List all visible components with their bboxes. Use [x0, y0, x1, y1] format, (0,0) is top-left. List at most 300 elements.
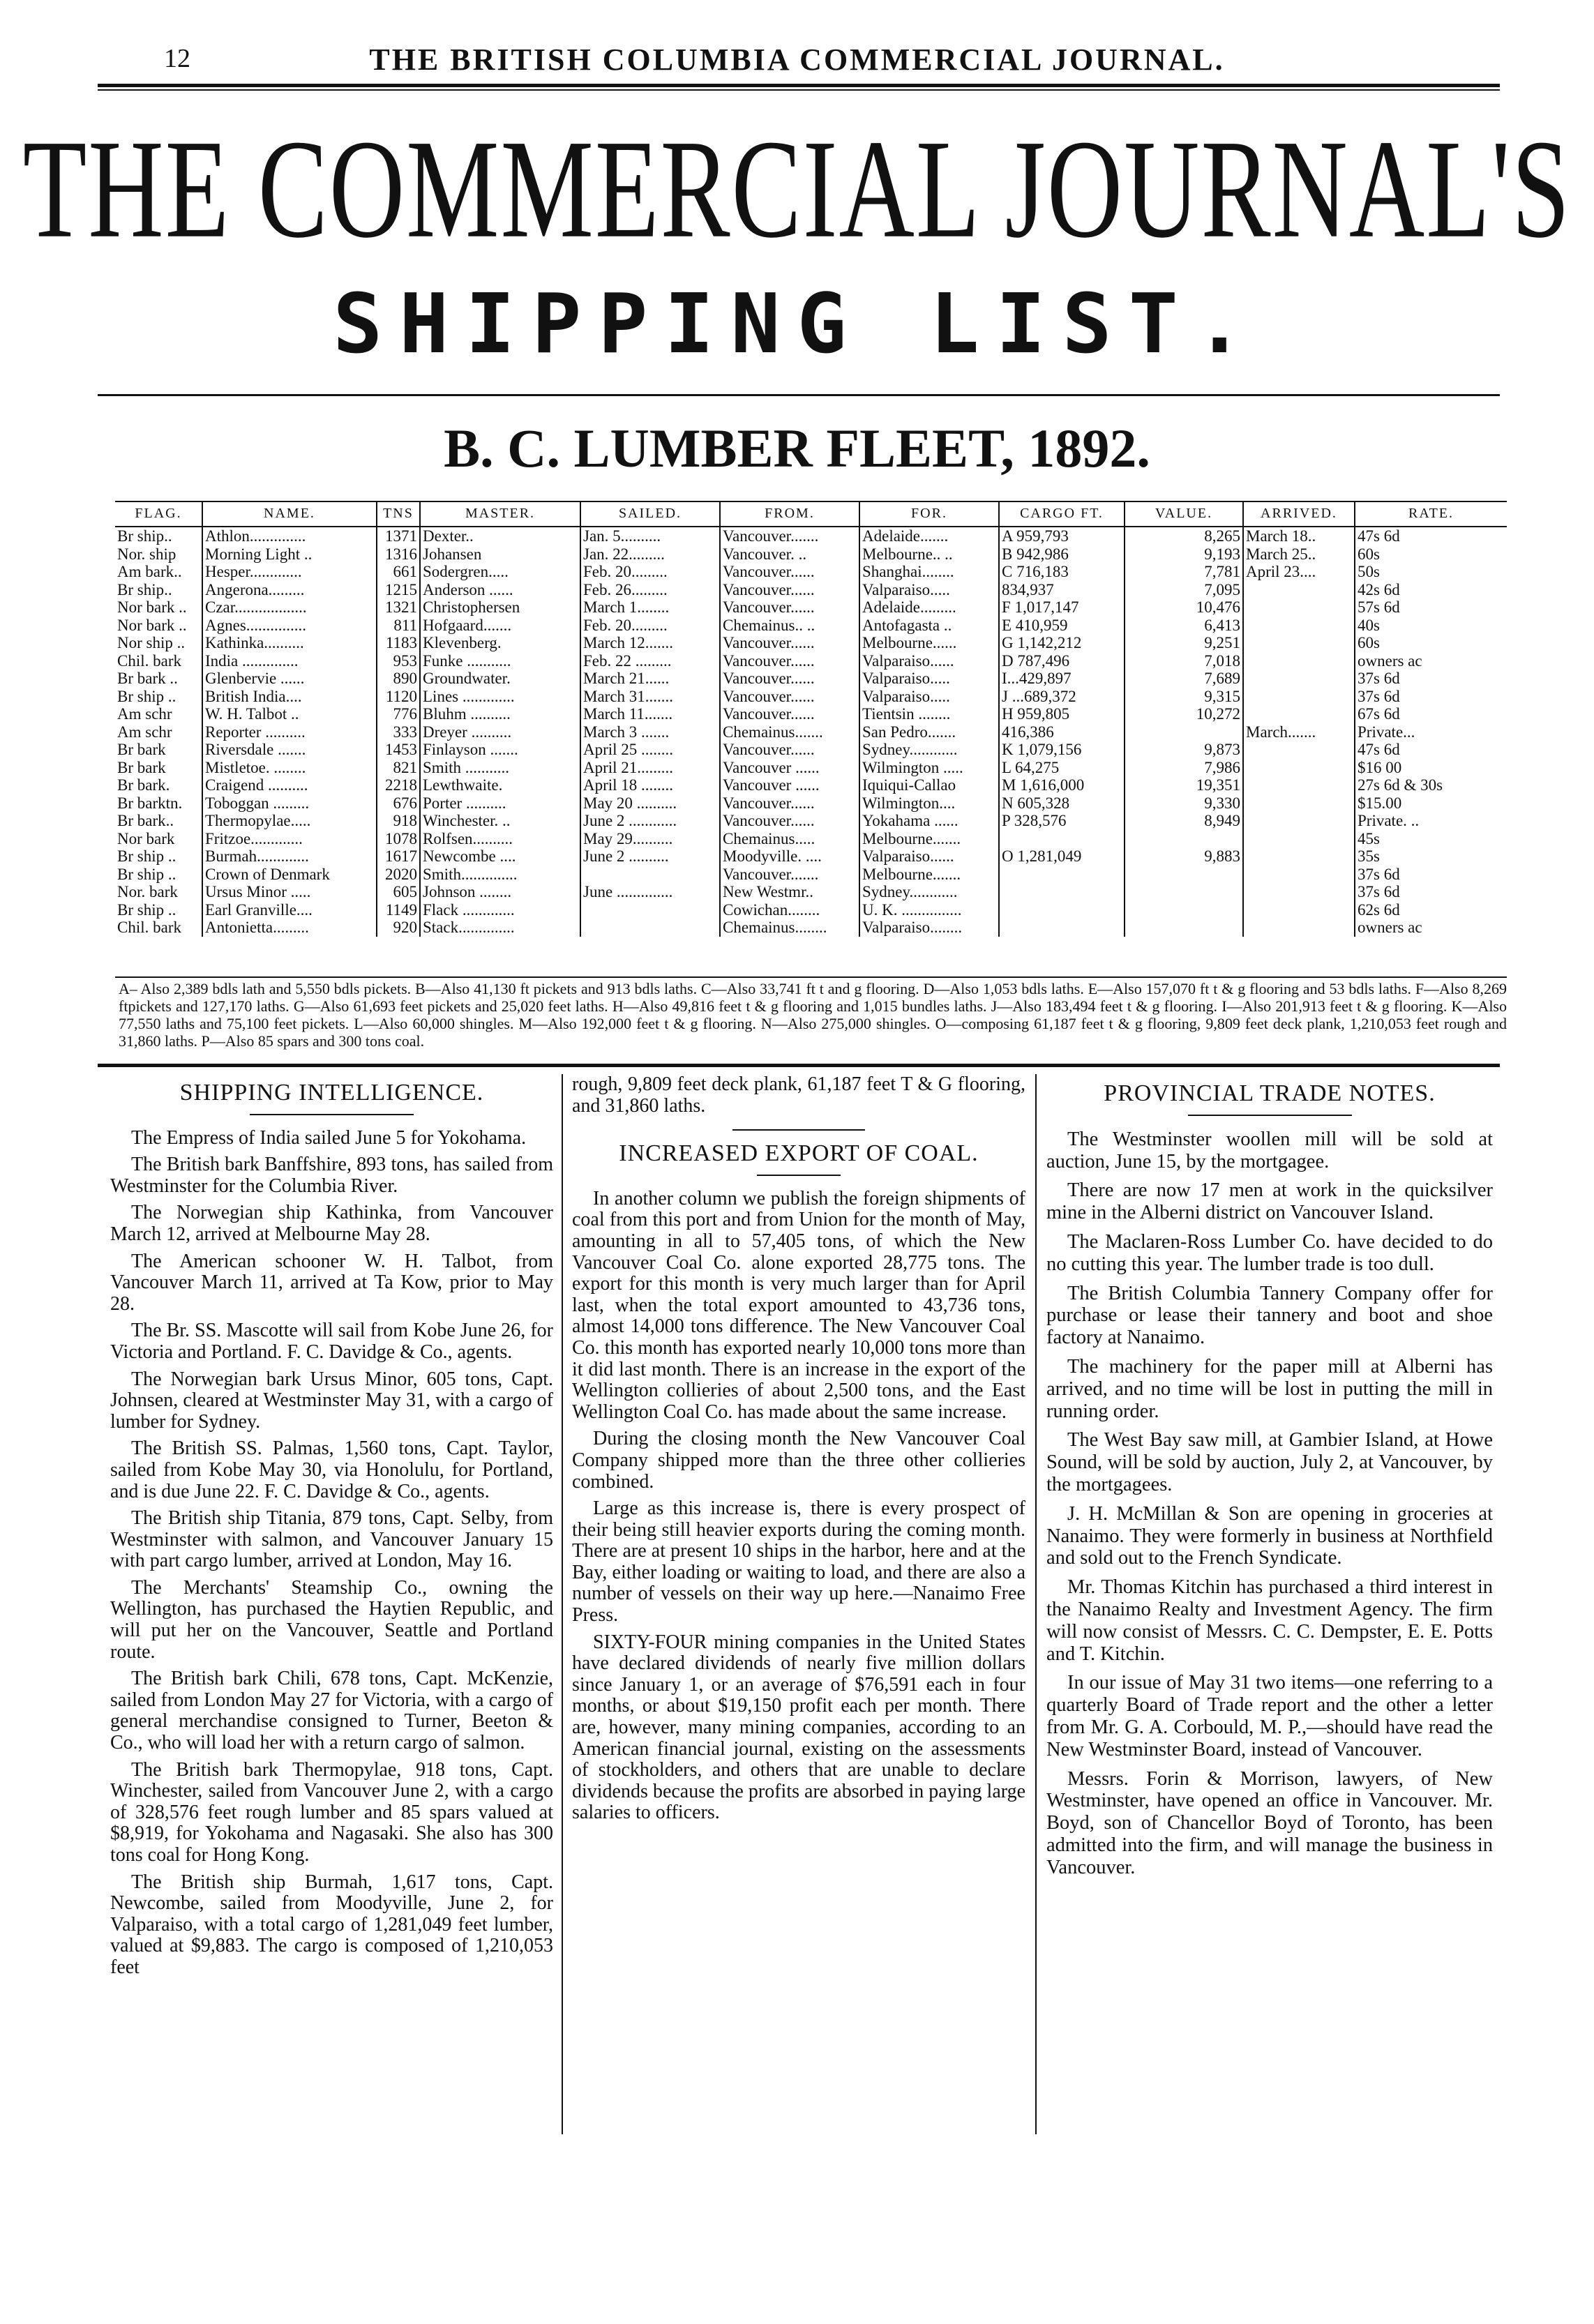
- table-cell: Craigend ..........: [202, 776, 377, 794]
- table-cell: Vancouver.......: [720, 866, 859, 884]
- continued-text: rough, 9,809 feet deck plank, 61,187 feet T & G flooring, and 31,860 laths.: [572, 1073, 1025, 1117]
- paragraph: Large as this increase is, there is every prospect of their being still heavier exports during the coming month. There are at present 10 ships in the harbor, here and at the Bay, either loading or waiting to load, and there are also a number of vessels on their way up here.—Nanaimo Free Press.: [572, 1497, 1025, 1627]
- table-cell: Nor bark ..: [117, 598, 187, 616]
- table-cell: Crown of Denmark: [202, 866, 377, 884]
- table-row: [115, 741, 1507, 759]
- header-rule: [98, 84, 1500, 87]
- table-cell: Br ship ..: [117, 847, 176, 865]
- table-cell: Bluhm ..........: [420, 705, 580, 723]
- table-row: [115, 598, 1507, 617]
- table-cell: Vancouver......: [720, 598, 859, 617]
- paragraph: The British SS. Palmas, 1,560 tons, Capt. Taylor, sailed from Kobe May 30, via Honolulu, for Portland, and is due June 22. F. C. Davidge & Co., agents.: [110, 1438, 553, 1502]
- table-cell: April 25 ........: [580, 741, 720, 759]
- table-cell: 776: [377, 705, 420, 723]
- table-cell: 2020: [377, 866, 420, 884]
- column-divider: [1035, 1074, 1037, 2134]
- table-cell: 1215: [377, 581, 420, 599]
- table-cell: K 1,079,156: [999, 741, 1125, 759]
- table-cell: [1243, 598, 1355, 617]
- table-row: [115, 812, 1507, 830]
- table-cell: Nor bark ..: [117, 616, 187, 634]
- table-cell: Smith..............: [420, 866, 580, 884]
- table-cell: Br bark: [117, 741, 166, 758]
- table-cell: Melbourne.......: [859, 830, 999, 848]
- table-cell: 19,351: [1125, 776, 1243, 794]
- table-cell: $16 00: [1355, 759, 1507, 777]
- column-header: FROM.: [720, 501, 859, 527]
- paragraph: The Norwegian bark Ursus Minor, 605 tons, Capt. Johnsen, cleared at Westminster May 31, with a cargo of lumber for Sydney.: [110, 1368, 553, 1433]
- table-cell: May 29..........: [580, 830, 720, 848]
- table-cell: [1243, 652, 1355, 670]
- table-cell: [1243, 634, 1355, 652]
- table-cell: Nor bark: [117, 829, 175, 847]
- paragraph: The West Bay saw mill, at Gambier Island, at Howe Sound, will be sold by auction, July 2, at Vancouver, by the mortgagees.: [1046, 1429, 1493, 1495]
- table-cell: New Westmr..: [720, 883, 859, 901]
- running-head: THE BRITISH COLUMBIA COMMERCIAL JOURNAL.: [369, 43, 1225, 77]
- table-cell: F 1,017,147: [999, 598, 1125, 617]
- table-cell: Valparaiso.....: [859, 581, 999, 599]
- table-cell: [1243, 794, 1355, 813]
- table-cell: [1243, 741, 1355, 759]
- table-row: [115, 759, 1507, 777]
- paragraph: The British Columbia Tannery Company offer for purchase or lease their tannery and boot and shoe factory at Nanaimo.: [1046, 1282, 1493, 1349]
- table-cell: Valparaiso.....: [859, 670, 999, 688]
- table-cell: [580, 901, 720, 919]
- table-row: [115, 776, 1507, 794]
- table-cell: 1183: [377, 634, 420, 652]
- column-header: SAILED.: [580, 501, 720, 527]
- table-cell: 45s: [1355, 830, 1507, 848]
- table-cell: Feb. 20.........: [580, 563, 720, 581]
- table-cell: 1453: [377, 741, 420, 759]
- table-cell: Tientsin ........: [859, 705, 999, 723]
- table-cell: Valparaiso......: [859, 847, 999, 866]
- table-cell: San Pedro.......: [859, 723, 999, 741]
- table-cell: Lewthwaite.: [420, 776, 580, 794]
- paragraph: In another column we publish the foreign shipments of coal from this port and from Union for the month of May, amounting in all to 57,405 tons, of which the New Vancouver Coal Co. alone exported 28,775 tons. The export for this month is very much larger than for April last, when the total export amounted to 43,736 tons, almost 14,000 tons difference. The New Vancouver Coal Co. this month has exported nearly 10,000 tons more than it did last month. There is an increase in the export of the Wellington collieries of about 2,500 tons, and the East Wellington Coal Co. has made about the same increase.: [572, 1187, 1025, 1423]
- table-cell: Chemainus.......: [720, 723, 859, 741]
- table-cell: 416,386: [999, 723, 1125, 741]
- column-header: TNS: [377, 501, 420, 527]
- lumber-fleet-table: [115, 501, 1507, 937]
- column-header: FLAG.: [115, 501, 202, 527]
- table-cell: 953: [377, 652, 420, 670]
- table-cell: March.......: [1243, 723, 1355, 741]
- table-cell: [1243, 866, 1355, 884]
- table-cell: Vancouver......: [720, 812, 859, 830]
- heading-rule: [757, 1175, 841, 1176]
- table-cell: Am bark..: [117, 563, 182, 580]
- table-cell: 60s: [1355, 634, 1507, 652]
- column-body: [110, 1128, 553, 1979]
- table-cell: Johnson ........: [420, 883, 580, 901]
- table-cell: Nor. bark: [117, 883, 178, 900]
- table-cell: Br ship..: [117, 580, 172, 598]
- table-cell: M 1,616,000: [999, 776, 1125, 794]
- shipping-list-subtitle: SHIPPING LIST.: [333, 276, 1261, 372]
- paragraph: During the closing month the New Vancouver Coal Company shipped more than the three other collieries combined.: [572, 1428, 1025, 1493]
- table-cell: Jan. 5..........: [580, 527, 720, 545]
- table-cell: Groundwater.: [420, 670, 580, 688]
- paragraph: Mr. Thomas Kitchin has purchased a third interest in the Nanaimo Realty and Investment Agency. The firm will now consist of Messrs. C. C. Dempster, E. E. Potts and T. Kitchin.: [1046, 1576, 1493, 1665]
- table-cell: [1125, 830, 1243, 848]
- table-cell: owners ac: [1355, 919, 1507, 937]
- table-cell: owners ac: [1355, 652, 1507, 670]
- table-cell: Valparaiso......: [859, 652, 999, 670]
- column-header: CARGO FT.: [999, 501, 1125, 527]
- table-cell: 821: [377, 759, 420, 777]
- table-cell: [1243, 617, 1355, 635]
- table-cell: Br ship..: [117, 527, 172, 545]
- table-cell: 57s 6d: [1355, 598, 1507, 617]
- table-cell: G 1,142,212: [999, 634, 1125, 652]
- paragraph: J. H. McMillan & Son are opening in groceries at Nanaimo. They were formerly in business at Northfield and sold out to the French Syndicate.: [1046, 1502, 1493, 1569]
- table-cell: Anderson ......: [420, 581, 580, 599]
- paragraph: In our issue of May 31 two items—one referring to a quarterly Board of Trade report and the other a letter from Mr. G. A. Corbould, M. P.,—should have read the New Westminster Board, instead of Vancouver.: [1046, 1672, 1493, 1760]
- column-header: MASTER.: [420, 501, 580, 527]
- table-cell: Am schr: [117, 705, 172, 723]
- table-cell: Chemainus.....: [720, 830, 859, 848]
- table-cell: Smith ...........: [420, 759, 580, 777]
- table-cell: 661: [377, 563, 420, 581]
- table-cell: Yokahama ......: [859, 812, 999, 830]
- column-body: [1046, 1129, 1493, 1879]
- paragraph: The machinery for the paper mill at Alberni has arrived, and no time will be lost in putting the mill in running order.: [1046, 1355, 1493, 1422]
- paragraph: The British bark Chili, 678 tons, Capt. McKenzie, sailed from London May 27 for Victoria, with a cargo of general merchandise consigned to Turner, Beeton & Co., who will load her with a return cargo of salmon.: [110, 1668, 553, 1754]
- table-cell: 890: [377, 670, 420, 688]
- table-cell: 9,193: [1125, 545, 1243, 564]
- paragraph: The Br. SS. Mascotte will sail from Kobe June 26, for Victoria and Portland. F. C. Davidge & Co., agents.: [110, 1320, 553, 1363]
- table-row: [115, 617, 1507, 635]
- table-cell: March 25..: [1243, 545, 1355, 564]
- table-cell: Melbourne......: [859, 634, 999, 652]
- table-cell: B 942,986: [999, 545, 1125, 564]
- table-cell: [1243, 883, 1355, 901]
- section-rule-bottom: [98, 1064, 1500, 1067]
- table-cell: Vancouver.......: [720, 527, 859, 545]
- section-rule: [98, 394, 1500, 396]
- table-cell: [1243, 688, 1355, 706]
- table-cell: Private. ..: [1355, 812, 1507, 830]
- table-cell: June 2 ............: [580, 812, 720, 830]
- table-cell: [580, 866, 720, 884]
- table-cell: 1321: [377, 598, 420, 617]
- column-divider: [562, 1074, 563, 2134]
- table-cell: Vancouver......: [720, 741, 859, 759]
- table-cell: 918: [377, 812, 420, 830]
- heading-rule: [1188, 1115, 1352, 1116]
- table-cell: Dexter..: [420, 527, 580, 545]
- column-header: RATE.: [1355, 501, 1507, 527]
- paragraph: The American schooner W. H. Talbot, from Vancouver March 11, arrived at Ta Kow, prior to May 28.: [110, 1250, 553, 1315]
- table-cell: April 18 ........: [580, 776, 720, 794]
- table-cell: Br bark.: [117, 776, 170, 794]
- table-cell: Finlayson .......: [420, 741, 580, 759]
- table-cell: Toboggan .........: [202, 794, 377, 813]
- table-cell: India ..............: [202, 652, 377, 670]
- table-cell: [999, 919, 1125, 937]
- table-cell: 10,272: [1125, 705, 1243, 723]
- table-cell: Vancouver......: [720, 652, 859, 670]
- table-cell: Ursus Minor .....: [202, 883, 377, 901]
- table-cell: Vancouver......: [720, 794, 859, 813]
- table-cell: Jan. 22.........: [580, 545, 720, 564]
- table-row: [115, 919, 1507, 937]
- column-header: ARRIVED.: [1243, 501, 1355, 527]
- table-cell: [1243, 919, 1355, 937]
- table-cell: [580, 919, 720, 937]
- table-cell: April 23....: [1243, 563, 1355, 581]
- table-cell: Vancouver......: [720, 670, 859, 688]
- table-cell: [1243, 812, 1355, 830]
- table-cell: Wilmington....: [859, 794, 999, 813]
- table-row: [115, 581, 1507, 599]
- table-cell: Sydney............: [859, 883, 999, 901]
- table-cell: Rolfsen..........: [420, 830, 580, 848]
- table-cell: C 716,183: [999, 563, 1125, 581]
- table-row: [115, 527, 1507, 545]
- table-cell: Vancouver. ..: [720, 545, 859, 564]
- paragraph: The Merchants' Steamship Co., owning the Wellington, has purchased the Haytien Republic, and will put her on the Vancouver, Seattle and Portland route.: [110, 1576, 553, 1663]
- table-cell: 8,949: [1125, 812, 1243, 830]
- table-cell: Melbourne.......: [859, 866, 999, 884]
- table-cell: Kathinka..........: [202, 634, 377, 652]
- table-cell: 811: [377, 617, 420, 635]
- table-cell: Chemainus........: [720, 919, 859, 937]
- table-cell: Mistletoe. ........: [202, 759, 377, 777]
- table-cell: Vancouver......: [720, 688, 859, 706]
- table-cell: Riversdale .......: [202, 741, 377, 759]
- table-cell: L 64,275: [999, 759, 1125, 777]
- table-cell: Am schr: [117, 723, 172, 741]
- table-cell: Winchester. ..: [420, 812, 580, 830]
- table-row: [115, 847, 1507, 866]
- table-cell: I...429,897: [999, 670, 1125, 688]
- table-header-row: [115, 501, 1507, 527]
- table-cell: Melbourne.. ..: [859, 545, 999, 564]
- table-cell: April 21.........: [580, 759, 720, 777]
- table-cell: 10,476: [1125, 598, 1243, 617]
- table-cell: Br bark..: [117, 812, 174, 829]
- table-cell: Br barktn.: [117, 794, 183, 812]
- table-cell: 9,883: [1125, 847, 1243, 866]
- article-rule: [732, 1129, 865, 1131]
- table-cell: [1243, 847, 1355, 866]
- table-cell: Dreyer ..........: [420, 723, 580, 741]
- table-row: [115, 901, 1507, 919]
- table-cell: [999, 883, 1125, 901]
- table-cell: 7,018: [1125, 652, 1243, 670]
- table-cell: Br ship ..: [117, 900, 176, 919]
- table-bottom-rule: [115, 976, 1507, 978]
- table-cell: Iquiqui-Callao: [859, 776, 999, 794]
- table-cell: H 959,805: [999, 705, 1125, 723]
- table-cell: 7,095: [1125, 581, 1243, 599]
- column-heading: PROVINCIAL TRADE NOTES.: [1104, 1080, 1436, 1106]
- table-row: [115, 670, 1507, 688]
- table-cell: Adelaide.........: [859, 598, 999, 617]
- table-cell: O 1,281,049: [999, 847, 1125, 866]
- table-cell: 9,315: [1125, 688, 1243, 706]
- table-cell: 47s 6d: [1355, 741, 1507, 759]
- table-cell: Hofgaard.......: [420, 617, 580, 635]
- table-cell: P 328,576: [999, 812, 1125, 830]
- table-cell: U. K. ...............: [859, 901, 999, 919]
- paragraph: The Empress of India sailed June 5 for Yokohama.: [131, 1126, 527, 1149]
- heading-rule: [250, 1114, 414, 1115]
- table-cell: W. H. Talbot ..: [202, 705, 377, 723]
- table-cell: Angerona.........: [202, 581, 377, 599]
- table-cell: 2218: [377, 776, 420, 794]
- table-cell: $15.00: [1355, 794, 1507, 813]
- table-cell: 920: [377, 919, 420, 937]
- table-cell: 8,265: [1125, 527, 1243, 545]
- coal-export-column: [572, 1074, 1025, 1829]
- table-cell: 50s: [1355, 563, 1507, 581]
- table-cell: Johansen: [420, 545, 580, 564]
- table-cell: 40s: [1355, 617, 1507, 635]
- table-row: [115, 563, 1507, 581]
- table-cell: [1125, 883, 1243, 901]
- table-cell: Vancouver......: [720, 634, 859, 652]
- table-cell: Funke ...........: [420, 652, 580, 670]
- table-cell: Athlon..............: [202, 527, 377, 545]
- table-cell: Sodergren.....: [420, 563, 580, 581]
- table-cell: Nor ship ..: [117, 634, 186, 651]
- table-cell: Cowichan........: [720, 901, 859, 919]
- table-row: [115, 652, 1507, 670]
- table-cell: 9,873: [1125, 741, 1243, 759]
- table-cell: Private...: [1355, 723, 1507, 741]
- table-cell: Glenbervie ......: [202, 670, 377, 688]
- table-cell: 60s: [1355, 545, 1507, 564]
- table-cell: Hesper.............: [202, 563, 377, 581]
- table-cell: [1125, 723, 1243, 741]
- table-cell: Valparaiso.....: [859, 688, 999, 706]
- cargo-footnotes: A– Also 2,389 bdls lath and 5,550 bdls pickets. B—Also 41,130 ft pickets and 913 bdls laths. C—Also 33,741 ft t and g flooring. D—Also 1,053 bdls laths. E—Also 157,070 ft t & g flooring and 53 bdls laths. F—Also 8,269 ftpickets and 127,170 laths. G—Also 61,693 feet pickets and 25,020 feet laths. H—Also 49,816 feet t & g flooring and 1,015 bundles laths. J—Also 183,494 feet t & g flooring. I—Also 201,913 feet t & g flooring. K—Also 77,550 laths and 75,100 feet pickets. L—Also 60,000 shingles. M—Also 192,000 feet t & g flooring. N—Also 275,000 shingles. O—composing 61,187 feet t & g flooring, 9,809 feet deck plank, 1,210,053 feet rough and 31,860 laths. P—Also 85 spars and 300 tons coal.: [119, 980, 1507, 1050]
- table-cell: March 11.......: [580, 705, 720, 723]
- column-header: NAME.: [202, 501, 377, 527]
- table-cell: Lines .............: [420, 688, 580, 706]
- table-cell: J ...689,372: [999, 688, 1125, 706]
- table-cell: British India....: [202, 688, 377, 706]
- table-cell: 67s 6d: [1355, 705, 1507, 723]
- paragraph: The British bark Thermopylae, 918 tons, Capt. Winchester, sailed from Vancouver June 2, with a cargo of 328,576 feet rough lumber and 85 spars valued at $8,919, for Yokohama and Nagasaki. She also has 300 tons coal for Hong Kong.: [110, 1758, 553, 1866]
- table-cell: [1243, 776, 1355, 794]
- table-cell: March 31.......: [580, 688, 720, 706]
- table-cell: Porter ..........: [420, 794, 580, 813]
- table-cell: [1125, 919, 1243, 937]
- table-cell: Newcombe ....: [420, 847, 580, 866]
- header-rule-thin: [98, 89, 1500, 91]
- table-row: [115, 883, 1507, 901]
- table-cell: March 3 .......: [580, 723, 720, 741]
- paragraph: There are now 17 men at work in the quicksilver mine in the Alberni district on Vancouver Island.: [1046, 1179, 1493, 1224]
- column-body: [572, 1189, 1025, 1824]
- table-cell: [999, 830, 1125, 848]
- table-cell: Nor. ship: [117, 545, 176, 563]
- fleet-title: B. C. LUMBER FLEET, 1892.: [444, 418, 1150, 478]
- table-cell: June ..............: [580, 883, 720, 901]
- table-cell: March 12.......: [580, 634, 720, 652]
- table-cell: Morning Light ..: [202, 545, 377, 564]
- table-cell: Earl Granville....: [202, 901, 377, 919]
- table-cell: 834,937: [999, 581, 1125, 599]
- paragraph: The British ship Titania, 879 tons, Capt. Selby, from Westminster with salmon, and Vancouver January 15 with part cargo lumber, arrived at London, May 16.: [110, 1507, 553, 1572]
- table-cell: 27s 6d & 30s: [1355, 776, 1507, 794]
- table-cell: Fritzoe.............: [202, 830, 377, 848]
- table-cell: Br ship ..: [117, 865, 176, 883]
- masthead-title: THE COMMERCIAL JOURNAL'S: [22, 111, 1572, 268]
- table-cell: [999, 866, 1125, 884]
- table-cell: [1243, 670, 1355, 688]
- table-row: [115, 688, 1507, 706]
- table-cell: [1243, 705, 1355, 723]
- table-cell: 1316: [377, 545, 420, 564]
- table-cell: 7,781: [1125, 563, 1243, 581]
- table-cell: March 1........: [580, 598, 720, 617]
- table-cell: D 787,496: [999, 652, 1125, 670]
- table-cell: Thermopylae.....: [202, 812, 377, 830]
- table-cell: E 410,959: [999, 617, 1125, 635]
- table-cell: 1120: [377, 688, 420, 706]
- table-cell: 37s 6d: [1355, 670, 1507, 688]
- table-cell: 47s 6d: [1355, 527, 1507, 545]
- table-cell: Adelaide.......: [859, 527, 999, 545]
- table-row: [115, 794, 1507, 813]
- table-cell: Vancouver ......: [720, 759, 859, 777]
- table-cell: 333: [377, 723, 420, 741]
- table-cell: Czar..................: [202, 598, 377, 617]
- table-cell: 1149: [377, 901, 420, 919]
- table-cell: Br bark ..: [117, 670, 178, 687]
- table-cell: Antofagasta ..: [859, 617, 999, 635]
- table-cell: 62s 6d: [1355, 901, 1507, 919]
- table-cell: 6,413: [1125, 617, 1243, 635]
- table-cell: Stack..............: [420, 919, 580, 937]
- table-cell: 1617: [377, 847, 420, 866]
- table-row: [115, 723, 1507, 741]
- table-cell: March 18..: [1243, 527, 1355, 545]
- table-cell: Shanghai........: [859, 563, 999, 581]
- table-cell: 1078: [377, 830, 420, 848]
- table-cell: Feb. 20.........: [580, 617, 720, 635]
- table-cell: June 2 ..........: [580, 847, 720, 866]
- paragraph: The Westminster woollen mill will be sold at auction, June 15, by the mortgagee.: [1046, 1128, 1493, 1172]
- table-cell: Antonietta.........: [202, 919, 377, 937]
- table-cell: Klevenberg.: [420, 634, 580, 652]
- table-row: [115, 545, 1507, 564]
- table-cell: [999, 901, 1125, 919]
- table-cell: Br ship ..: [117, 687, 176, 705]
- table-cell: 605: [377, 883, 420, 901]
- table-cell: 42s 6d: [1355, 581, 1507, 599]
- column-header: VALUE.: [1125, 501, 1243, 527]
- table-cell: Reporter ..........: [202, 723, 377, 741]
- table-cell: Burmah.............: [202, 847, 377, 866]
- table-row: [115, 830, 1507, 848]
- table-cell: Moodyville. ....: [720, 847, 859, 866]
- table-cell: [1243, 581, 1355, 599]
- table-cell: Chil. bark: [117, 651, 181, 670]
- table-cell: Flack .............: [420, 901, 580, 919]
- table-cell: A 959,793: [999, 527, 1125, 545]
- table-cell: [1243, 901, 1355, 919]
- table-cell: 9,330: [1125, 794, 1243, 813]
- paragraph: The Norwegian ship Kathinka, from Vancouver March 12, arrived at Melbourne May 28.: [110, 1202, 553, 1245]
- table-cell: 7,986: [1125, 759, 1243, 777]
- column-heading: SHIPPING INTELLIGENCE.: [179, 1080, 484, 1106]
